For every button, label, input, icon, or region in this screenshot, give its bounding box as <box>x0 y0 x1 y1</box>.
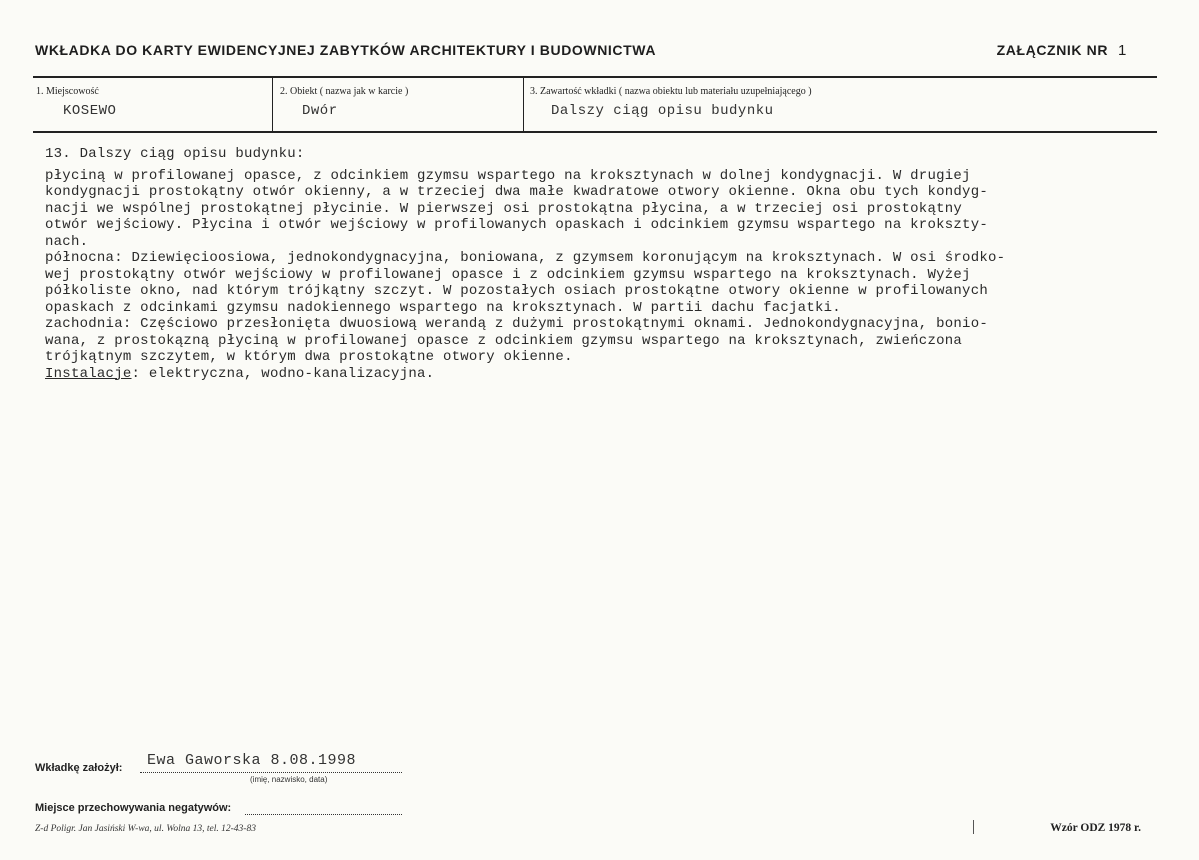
text-line: zachodnia: Częściowo przesłonięta dwuosiową werandą z dużymi prostokątnymi oknami. Jednokondygnacyjna, bonio- <box>45 316 988 332</box>
founder-label: Wkładkę założył: <box>35 762 123 774</box>
annex-number <box>997 42 1127 59</box>
margin-tick <box>973 820 974 834</box>
content-value: Dalszy ciąg opisu budynku <box>551 103 774 119</box>
field-divider-1 <box>272 78 273 131</box>
founder-dotted-line <box>140 772 402 773</box>
founder-caption: (imię, nazwisko, data) <box>250 775 328 784</box>
header-bottom-rule <box>33 131 1157 133</box>
text-line: wej prostokątny otwór wejściowy w profilowanej opasce i z odcinkiem gzymsu wspartego na kroksztynach. Wyżej <box>45 266 971 283</box>
text-line: płyciną w profilowanej opasce, z odcinkiem gzymsu wspartego na kroksztynach w dolnej kondygnacji. W drugiej <box>45 167 971 184</box>
text-line: nacji we wspólnej prostokątnej płycinie. W pierwszej osi prostokątna płycina, a w trzeciej osi prostokątny <box>45 200 963 217</box>
text-line: opaskach z odcinkami gzymsu nadokiennego wspartego na kroksztynach. W partii dachu facjatki. <box>45 299 841 316</box>
printer-imprint: Z-d Poligr. Jan Jasiński W-wa, ul. Wolna 13, tel. 12-43-83 <box>35 824 256 834</box>
annex-label: ZAŁĄCZNIK NR <box>996 42 1109 58</box>
text-line: wana, z prostokązną płyciną w profilowanej opasce z odcinkiem gzymsu wspartego na kroksztynach, zwieńczona <box>45 332 963 349</box>
form-code: Wzór ODZ 1978 r. <box>1050 822 1141 834</box>
object-value: Dwór <box>302 103 338 119</box>
text-line: otwór wejściowy. Płycina i otwór wejściowy w profilowanych opaskach i odcinkiem gzymsu wspartego na kroksztу- <box>45 217 988 233</box>
field-divider-2 <box>523 78 524 131</box>
text-line: trójkątnym szczytem, w którym dwa prostokątne otwory okienne. <box>45 349 573 365</box>
negatives-dotted-line <box>245 814 402 815</box>
installations-line <box>45 366 1190 383</box>
text-line: półkoliste okno, nad którym trójkątny szczyt. W pozostałych osiach prostokątne otwory okienne w profilowanych <box>45 283 988 299</box>
installations-value: : elektryczna, wodno-kanalizacyjna. <box>131 365 435 382</box>
object-label: 2. Obiekt ( nazwa jak w karcie ) <box>280 86 409 97</box>
header-top-rule <box>33 76 1157 78</box>
annex-value: 1 <box>1118 42 1127 59</box>
section-heading: 13. Dalszy ciąg opisu budynku: <box>45 146 305 162</box>
founder-value: Ewa Gaworska 8.08.1998 <box>147 752 357 769</box>
negatives-label: Miejsce przechowywania negatywów: <box>35 802 232 814</box>
text-line: północna: Dziewięcioosiowa, jednokondygnacyjna, boniowana, z gzymsem koronującym na kroksztynach. W osi środko- <box>45 250 1006 266</box>
installations-label: Instalacje <box>45 365 132 382</box>
text-line: kondygnacji prostokątny otwór okienny, a w trzeciej dwa małe kwadratowe otwory okienne. Okna obu tych kondyg- <box>45 184 988 200</box>
locality-value: KOSEWO <box>63 103 117 119</box>
content-label: 3. Zawartość wkładki ( nazwa obiektu lub materiału uzupełniającego ) <box>530 86 812 97</box>
locality-label: 1. Miejscowość <box>36 86 99 97</box>
description-text <box>45 146 1190 382</box>
text-line: nach. <box>45 233 89 250</box>
document-title: WKŁADKA DO KARTY EWIDENCYJNEJ ZABYTKÓW ARCHITEKTURY I BUDOWNICTWA <box>35 42 657 58</box>
